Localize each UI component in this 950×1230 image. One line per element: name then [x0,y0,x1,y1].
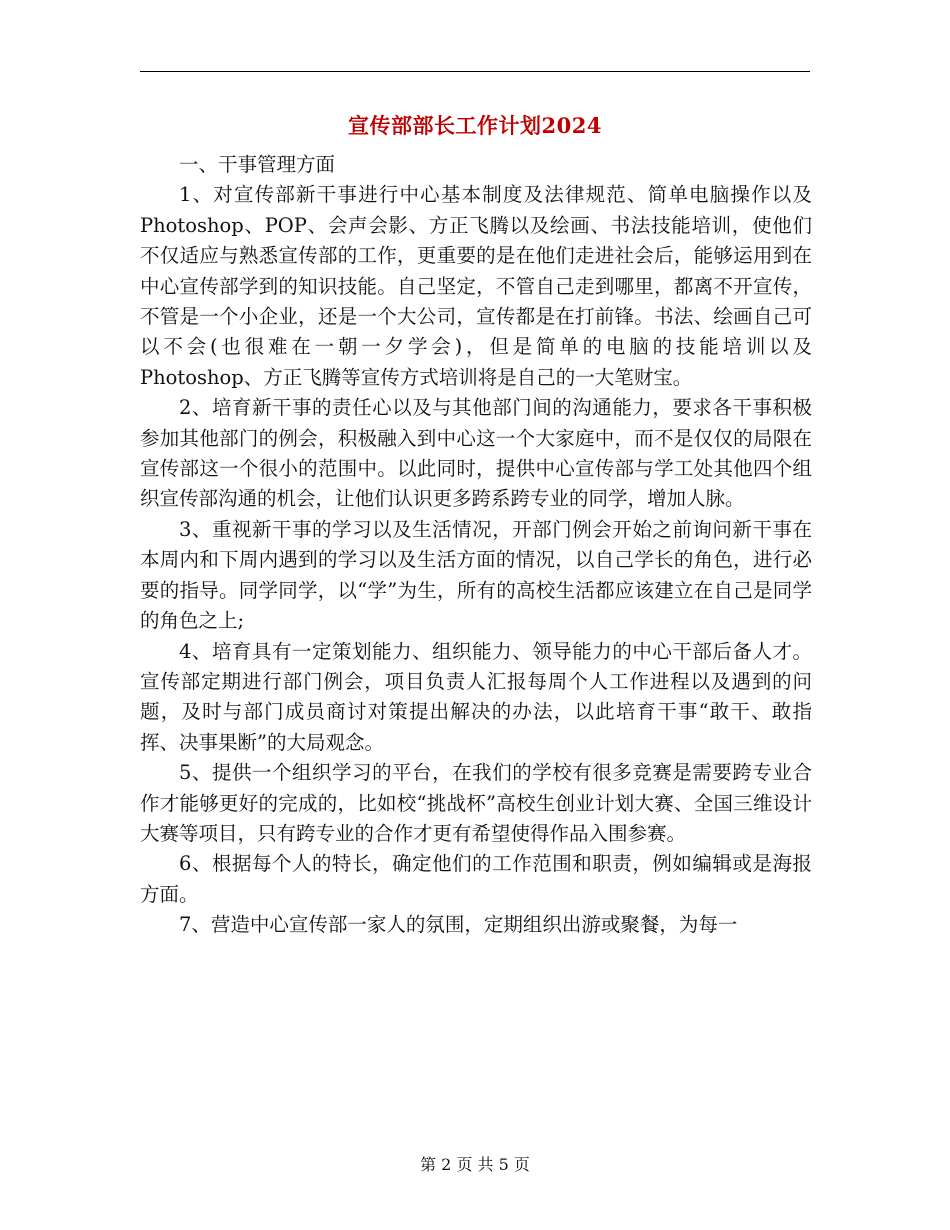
document-body [140,150,812,941]
paragraph-5: 5、提供一个组织学习的平台，在我们的学校有很多竞赛是需要跨专业合作才能够更好的完成的，比如校“挑战杯”高校生创业计划大赛、全国三维设计大赛等项目，只有跨专业的合作才更有希望使得作品入围参赛。 [140,761,812,845]
paragraph-2: 2、培育新干事的责任心以及与其他部门间的沟通能力，要求各干事积极参加其他部门的例会，积极融入到中心这一个大家庭中，而不是仅仅的局限在宣传部这一个很小的范围中。以此同时，提供中心宣传部与学工处其他四个组织宣传部沟通的机会，让他们认识更多跨系跨专业的同学，增加人脉。 [140,396,812,511]
paragraph-6: 6、根据每个人的特长，确定他们的工作范围和职责，例如编辑或是海报方面。 [140,852,812,906]
page-number-footer: 第 2 页 共 5 页 [420,1155,530,1174]
paragraph-4: 4、培育具有一定策划能力、组织能力、领导能力的中心干部后备人才。宣传部定期进行部门例会，项目负责人汇报每周个人工作进程以及遇到的问题，及时与部门成员商讨对策提出解决的办法，以此培育干事“敢干、敢指挥、决事果断”的大局观念。 [140,639,812,754]
paragraph-3: 3、重视新干事的学习以及生活情况，开部门例会开始之前询问新干事在本周内和下周内遇到的学习以及生活方面的情况，以自己学长的角色，进行必要的指导。同学同学，以“学”为生，所有的高校生活都应该建立在自己是同学的角色之上; [140,517,812,633]
section-heading: 一、干事管理方面 [179,153,336,176]
paragraph-7: 7、营造中心宣传部一家人的氛围，定期组织出游或聚餐，为每一 [179,913,738,937]
paragraph-1: 1、对宣传部新干事进行中心基本制度及法律规范、简单电脑操作以及Photoshop、POP、会声会影、方正飞腾以及绘画、书法技能培训，使他们不仅适应与熟悉宣传部的工作，更重要的是在他们走进社会后，能够运用到在中心宣传部学到的知识技能。自己坚定，不管自己走到哪里，都离不开宣传，不管是一个小企业，还是一个大公司，宣传都是在打前锋。书法、绘画自己可以不会(也很难在一朝一夕学会)，但是简单的电脑的技能培训以及Photoshop、方正飞腾等宣传方式培训将是自己的一大笔财宝。 [140,183,812,389]
header-rule [140,71,810,72]
document-title: 宣传部部长工作计划2024 [348,113,602,138]
